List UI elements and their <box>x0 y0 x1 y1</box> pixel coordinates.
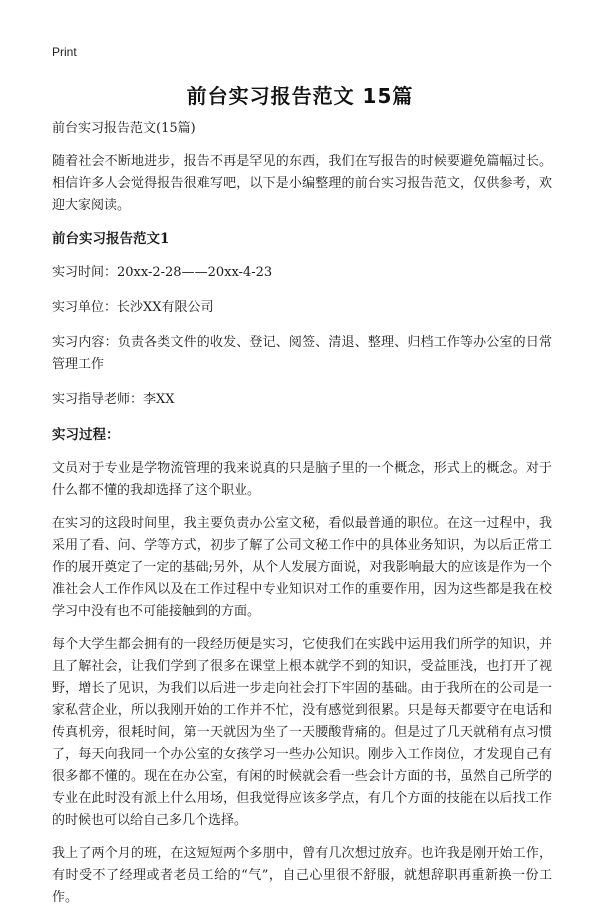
internship-unit: 实习单位：长沙XX有限公司 <box>52 300 214 315</box>
body-paragraph: 我上了两个月的班，在这短短两个多朋中，曾有几次想过放弃。也许我是刚开始工作，有时受不了经理或者老员工给的“气”，自己心里很不舒服，就想辞职再重新换一份工作。 <box>52 846 552 905</box>
body-paragraph: 每个大学生都会拥有的一段经历便是实习，它使我们在实践中运用我们所学的知识，并且了解社会，让我们学到了很多在课堂上根本就学不到的知识，受益匪浅，也打开了视野，增长了见识，为我们以后进一步走向社会打下牢固的基础。由于我所在的公司是一家私营企业，所以我刚开始的工作并不忙，没有感觉到很累。只是每天都要守在电话和传真机旁，很耗时间，第一天就因为坐了一天腰酸背痛的。但是过了几天就稍有点习惯了，每天向我同一个办公室的女孩学习一些办公知识。刚步入工作岗位，才发现自己有很多都不懂的。现在在办公室，有闲的时候就会看一些会计方面的书，虽然自己所学的专业在此时没有派上什么用场，但我觉得应该多学点，有几个方面的技能在以后找工作的时候也可以给自己多几个选择。 <box>52 637 552 828</box>
document-body <box>52 118 552 920</box>
body-paragraph: 在实习的这段时间里，我主要负责办公室文秘，看似最普通的职位。在这一过程中，我采用了看、问、学等方式，初步了解了公司文秘工作中的具体业务知识，为以后正常工作的展开奠定了一定的基础;另外，从个人发展方面说，对我影响最大的应该是作为一个准社会人工作作风以及在工作过程中专业知识对工作的重要作用，因为这些都是我在校学习中没有也不可能接触到的方面。 <box>52 516 552 619</box>
internship-time: 实习时间：20xx-2-28——20xx-4-23 <box>52 265 273 280</box>
document-subtitle: 前台实习报告范文(15篇) <box>52 121 196 136</box>
print-label[interactable]: Print <box>52 45 77 59</box>
section-heading: 前台实习报告范文1 <box>52 231 170 247</box>
internship-teacher: 实习指导老师：李XX <box>52 392 175 407</box>
intro-paragraph: 随着社会不断地进步，报告不再是罕见的东西，我们在写报告的时候要避免篇幅过长。相信许多人会觉得报告很难写吧，以下是小编整理的前台实习报告范文，仅供参考，欢迎大家阅读。 <box>52 154 552 213</box>
internship-content: 实习内容：负责各类文件的收发、登记、阅签、清退、整理、归档工作等办公室的日常管理工作 <box>52 335 552 372</box>
page-title: 前台实习报告范文 15篇 <box>186 84 414 108</box>
body-paragraph: 文员对于专业是学物流管理的我来说真的只是脑子里的一个概念，形式上的概念。对于什么都不懂的我却选择了这个职业。 <box>52 461 552 498</box>
process-heading: 实习过程： <box>52 427 120 443</box>
